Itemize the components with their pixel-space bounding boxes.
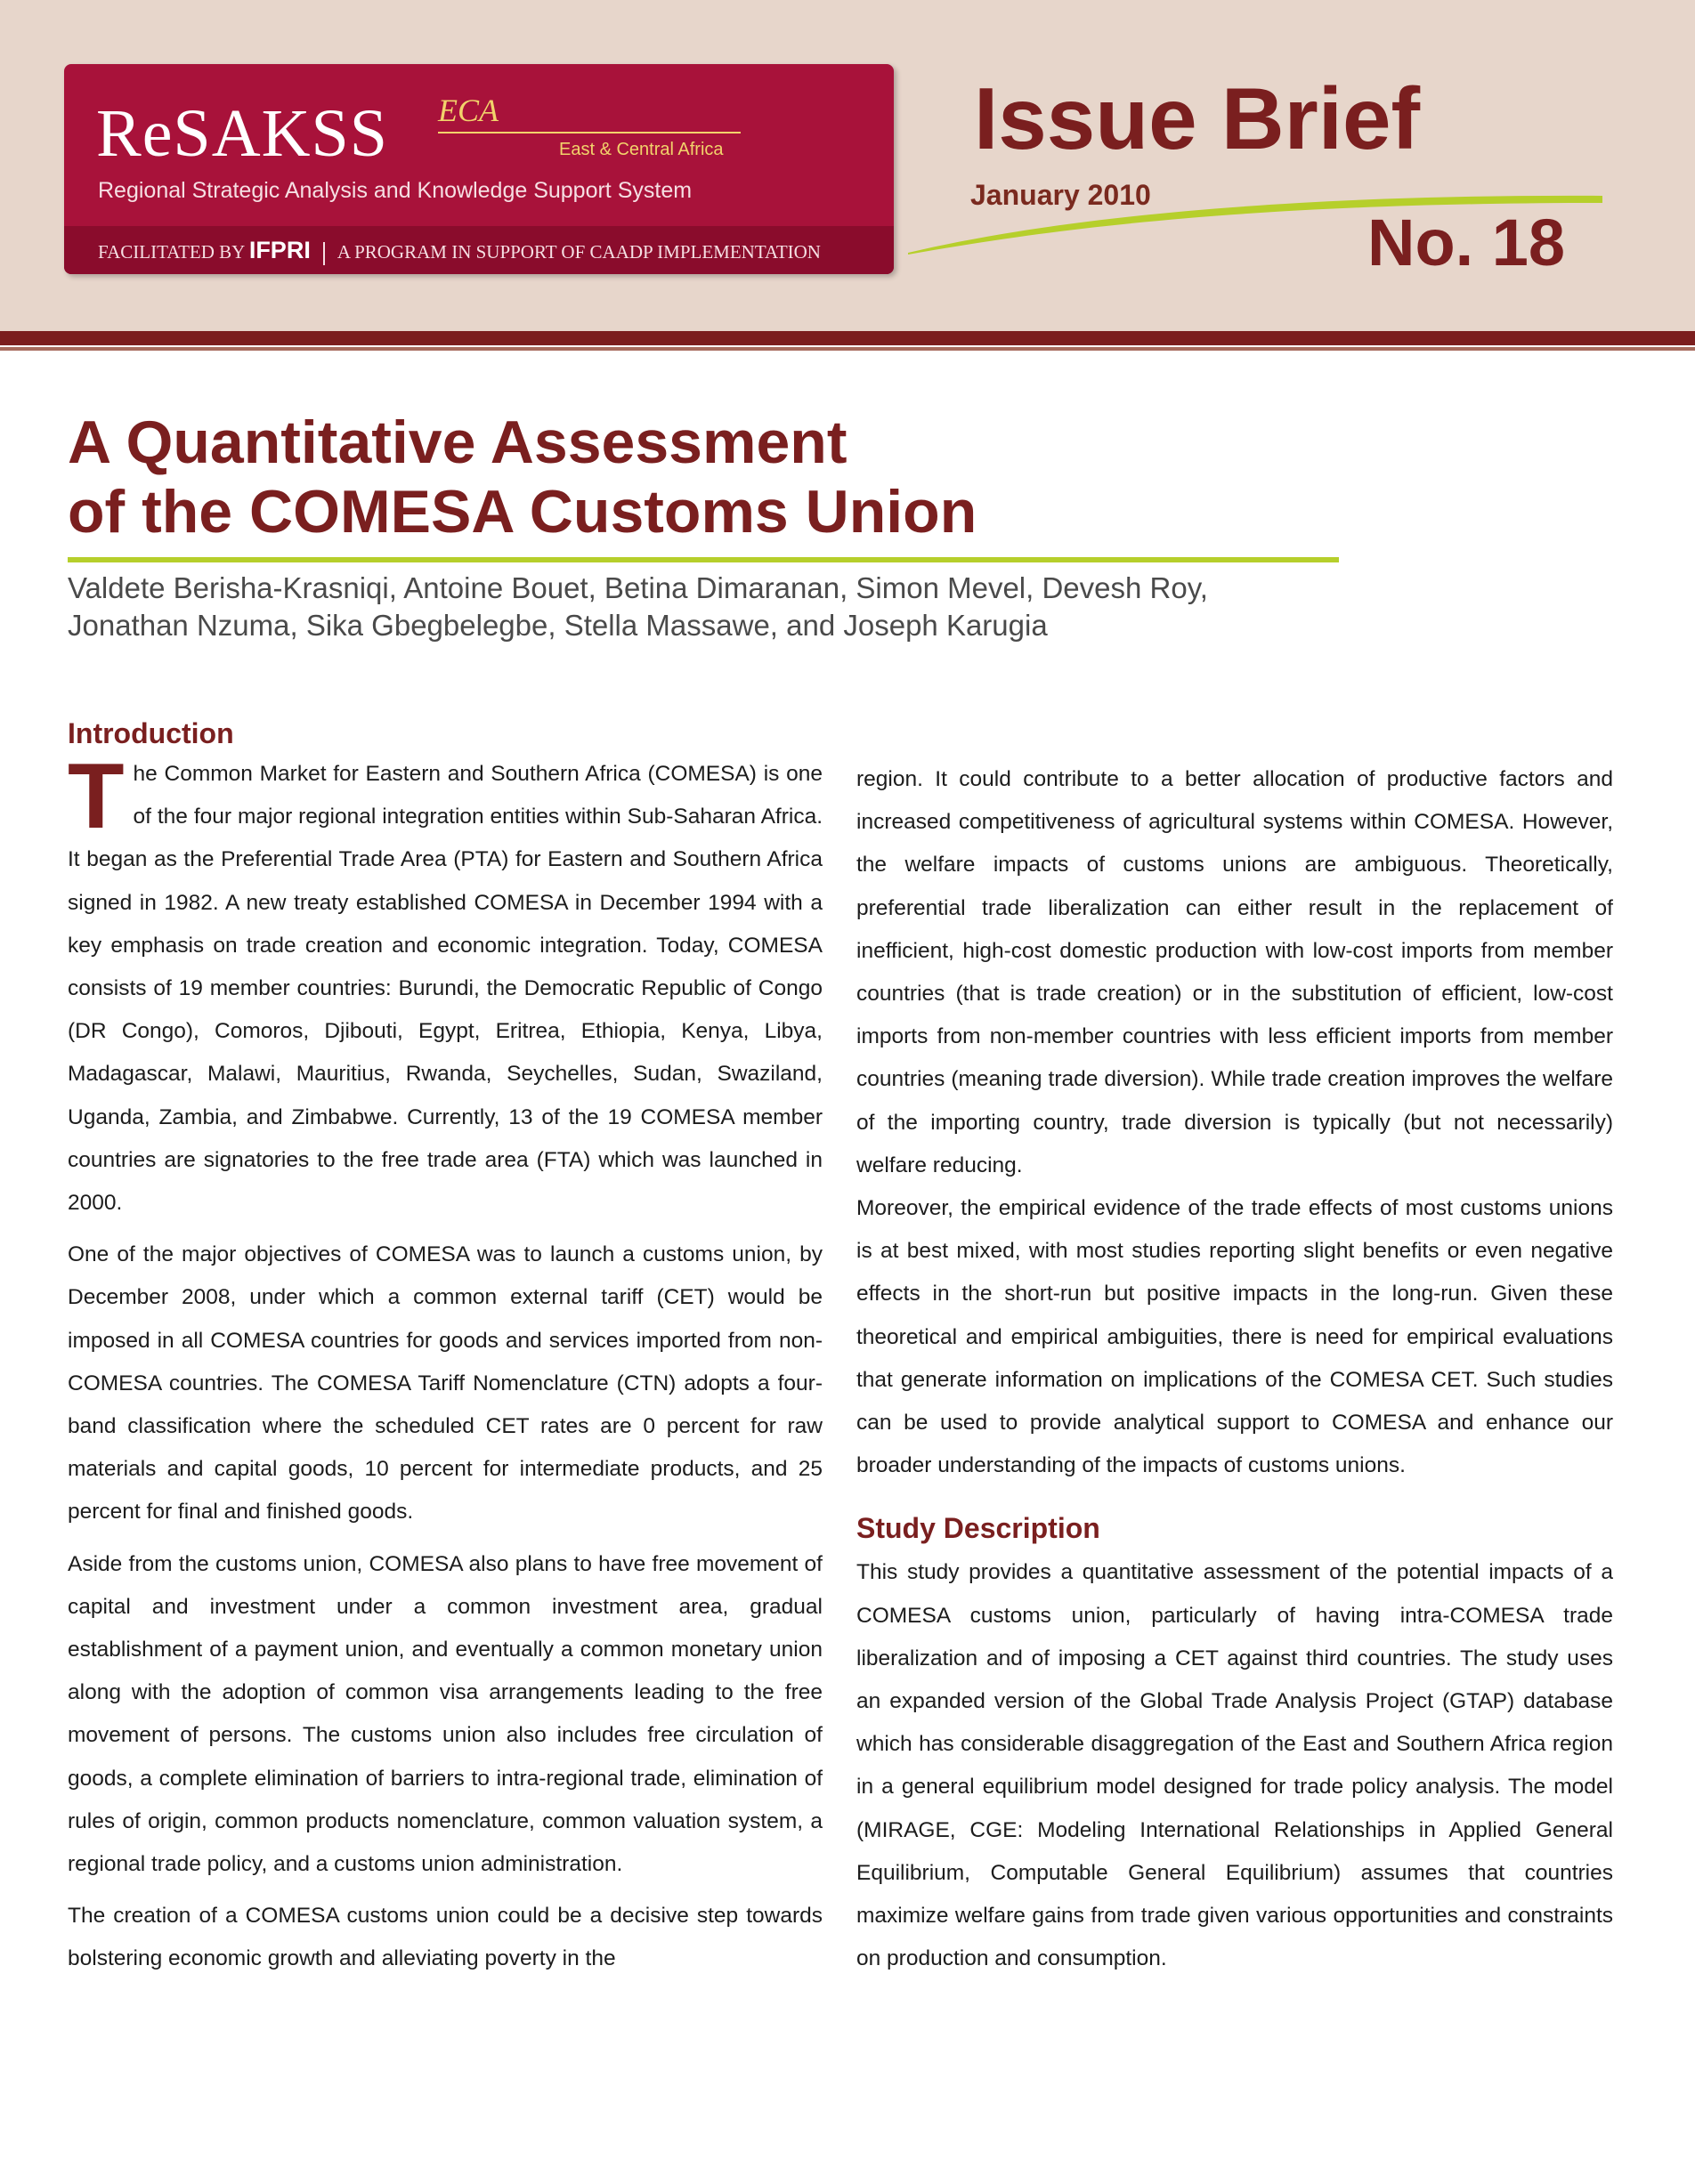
right-paragraph-1: region. It could contribute to a better allocation of productive factors and increased competitiveness of agricultural systems within COMESA. However, the welfare impacts of customs unions are ambiguous. Theoretically, preferential trade liberalization can either result in the replacement of inefficient, high-cost domestic production with low-cost imports from member countries (that is trade creation) or in the substitution of efficient, low-cost imports from non-member countries with less efficient imports from member countries (meaning trade diversion). While trade creation improves the welfare of the importing country, trade diversion is typically (but not necessarily) welfare reducing. <box>856 767 1613 1177</box>
logo-underline <box>438 132 741 133</box>
intro-paragraph-1-text: he Common Market for Eastern and Southern Africa (COMESA) is one of the four major regional integration entities within Sub-Saharan Africa. It began as the Preferential Trade Area (PTA) for Eastern and Southern Africa signed in 1982. A new treaty established COMESA in December 1994 with a key emphasis on trade creation and economic integration. Today, COMESA consists of 19 member countries: Burundi, the Democratic Republic of Congo (DR Congo), Comoros, Djibouti, Egypt, Eritrea, Ethiopia, Kenya, Libya, Madagascar, Malawi, Mauritius, Rwanda, Seychelles, Sudan, Swaziland, Uganda, Zambia, and Zimbabwe. Currently, 13 of the 19 COMESA member countries are signatories to the free trade area (FTA) which was launched in 2000. <box>68 762 823 1216</box>
issue-number: No. 18 <box>1367 206 1566 279</box>
header-divider <box>0 331 1695 345</box>
logo-separator <box>323 242 325 265</box>
intro-paragraph-3: Aside from the customs union, COMESA also plans to have free movement of capital and investment under a common investment area, gradual establishment of a payment union, and eventually a common monetary union along with the adoption of common visa arrangements leading to the free movement of persons. The customs union also includes free circulation of goods, a complete elimination of barriers to intra-regional trade, elimination of rules of origin, common products nomenclature, common valuation system, a regional trade policy, and a customs union administration. <box>68 1551 823 1877</box>
intro-paragraph-1 <box>68 745 823 1225</box>
introduction-heading: Introduction <box>68 717 234 749</box>
facilitated-by-text: FACILITATED BY <box>98 241 245 263</box>
title-line-2: of the COMESA Customs Union <box>68 478 977 546</box>
ifpri-logo-text: IFPRI <box>248 237 311 263</box>
header-band <box>0 0 1695 331</box>
logo-eca: ECA <box>438 93 499 128</box>
logo-strip <box>64 226 894 274</box>
title-line-1: A Quantitative Assessment <box>68 408 848 476</box>
article-title <box>68 408 1314 546</box>
intro-paragraph-4: The creation of a COMESA customs union could be a decisive step towards bolstering economic growth and alleviating poverty in the <box>68 1904 823 1971</box>
logo-subtitle: Regional Strategic Analysis and Knowledge Support System <box>98 178 693 203</box>
intro-paragraph-2: One of the major objectives of COMESA was to launch a customs union, by December 2008, under which a common external tariff (CET) would be imposed in all COMESA countries for goods and services imported from non-COMESA countries. The COMESA Tariff Nomenclature (CTN) adopts a four-band classification where the scheduled CET rates are 0 percent for raw materials and capital goods, 10 percent for intermediate products, and 25 percent for final and finished goods. <box>68 1242 823 1525</box>
study-description-heading: Study Description <box>856 1512 1100 1545</box>
title-rule <box>68 557 1339 562</box>
logo-region: East & Central Africa <box>559 140 724 159</box>
header-divider-thin <box>0 347 1695 351</box>
resakss-logo <box>64 64 894 274</box>
drop-cap: T <box>68 745 125 848</box>
right-paragraph-2: Moreover, the empirical evidence of the trade effects of most customs unions is at best mixed, with most studies reporting slight benefits or even negative effects in the short-run but positive impacts in the long-run. Given these theoretical and empirical ambiguities, there is need for empirical evaluations that generate information on implications of the COMESA CET. Such studies can be used to provide analytical support to COMESA and enhance our broader understanding of the impacts of customs unions. <box>856 1196 1613 1478</box>
program-text: A PROGRAM IN SUPPORT OF CAADP IMPLEMENTATION <box>337 241 821 263</box>
logo-name: ReSAKSS <box>96 96 388 171</box>
left-column <box>68 716 823 1990</box>
right-column <box>856 758 1613 1989</box>
issue-date: January 2010 <box>970 179 1151 211</box>
authors: Valdete Berisha-Krasniqi, Antoine Bouet, Betina Dimaranan, Simon Mevel, Devesh Roy, Jonathan Nzuma, Sika Gbegbelegbe, Stella Massawe, and Joseph Karugia <box>68 571 1208 642</box>
issue-brief-title: Issue Brief <box>974 69 1421 167</box>
study-paragraph-1: This study provides a quantitative assessment of the potential impacts of a COMESA customs union, particularly of having intra-COMESA trade liberalization and of imposing a CET against third countries. The study uses an expanded version of the Global Trade Analysis Project (GTAP) database which has considerable disaggregation of the East and Southern Africa region in a general equilibrium model designed for trade policy analysis. The model (MIRAGE, CGE: Modeling International Relationships in Applied General Equilibrium, Computable General Equilibrium) assumes that countries maximize welfare gains from trade given various opportunities and constraints on production and consumption. <box>856 1560 1613 1971</box>
logo-facilitated <box>98 239 821 265</box>
